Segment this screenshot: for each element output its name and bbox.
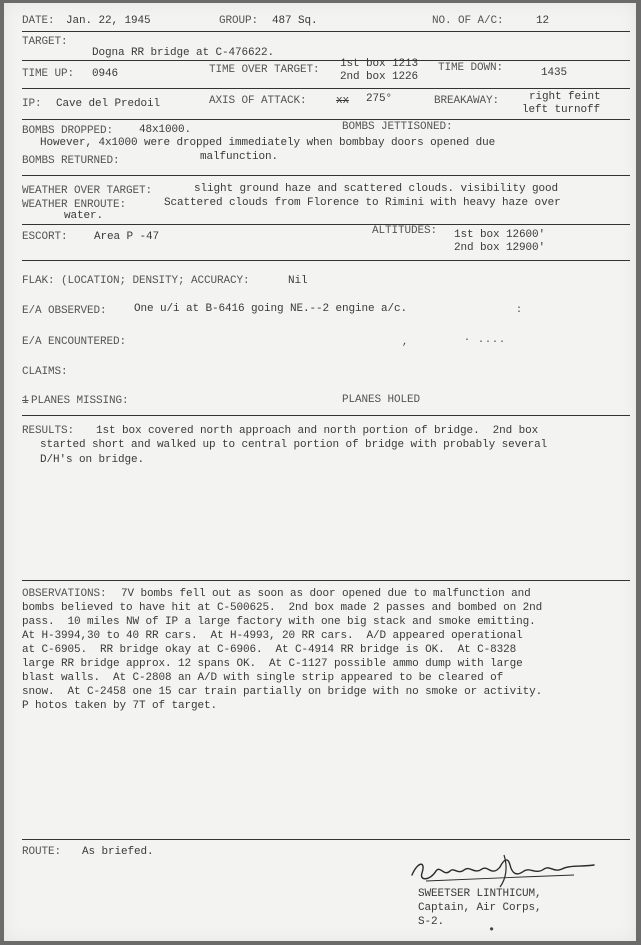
altitudes-label: ALTITUDES: [372,225,438,237]
planes-missing-label: PLANES MISSING: [31,395,129,407]
axis-of-attack-label: AXIS OF ATTACK: [209,95,307,107]
flak-value: Nil [288,275,308,287]
ip-value: Cave del Predoil [56,98,161,110]
aircraft-count-label: NO. OF A/C: [432,15,504,27]
rule [22,260,630,261]
results-line: 1st box covered north approach and north portion of bridge. 2nd box [96,425,539,437]
bombs-returned-label: BOMBS RETURNED: [22,155,120,167]
route-value: As briefed. [82,846,154,858]
ea-observed-value: One u/i at B-6416 going NE.--2 engine a/c. [134,303,408,315]
altitude-first-box: 1st box 12600' [454,229,546,241]
observations-line: blast walls. At C-2808 an A/D with single strip appeared to be cleared of [22,672,504,684]
observations-line: 7V bombs fell out as soon as door opened due to malfunction and [121,588,531,600]
observations-line: bombs believed to have hit at C-500625. 2nd box made 2 passes and bombed on 2nd [22,602,543,614]
target-value: Dogna RR bridge at C-476622. [92,47,275,59]
rule [22,60,630,61]
target-label: TARGET: [22,36,68,48]
escort-value: Area P -47 [94,231,160,243]
weather-enroute-value-2: water. [64,210,104,222]
rule [22,175,630,176]
ink-mark: · .... [464,335,507,346]
ink-mark: • [488,923,496,937]
handwritten-signature [404,851,604,891]
bombs-dropped-value: 48x1000. [139,124,192,136]
aircraft-count-value: 12 [536,15,550,27]
rule [22,224,630,225]
rule [22,415,630,416]
observations-line: large RR bridge approx. 12 spans OK. At C-1127 possible ammo dump with large [22,658,523,670]
weather-enroute-value: Scattered clouds from Florence to Rimini with heavy haze over [164,197,561,209]
bombs-jettisoned-label: BOMBS JETTISONED: [342,121,453,133]
time-down-label: TIME DOWN: [438,62,504,74]
time-up-label: TIME UP: [22,68,75,80]
observations-label: OBSERVATIONS: [22,588,107,600]
mission-report-page [4,3,636,941]
observations-line: snow. At C-2458 one 15 car train partially on bridge with no smoke or activity. [22,686,543,698]
ea-observed-label: E/A OBSERVED: [22,305,107,317]
bombs-note: However, 4x1000 were dropped immediately when bombbay doors opened due [40,137,496,149]
planes-missing-prefix: 1 [22,395,29,407]
axis-of-attack-value: 275° [366,93,393,105]
results-line: started short and walked up to central portion of bridge with probably several [40,439,548,451]
observations-line: At H-3994,30 to 40 RR cars. At H-4993, 20 RR cars. A/D appeared operational [22,630,523,642]
ink-mark: , [402,337,409,348]
axis-struck-text: xx [336,95,350,107]
rule [22,119,630,120]
ink-mark: : [516,305,523,316]
altitude-second-box: 2nd box 12900' [454,242,546,254]
group-value: 487 Sq. [272,15,318,27]
rule [22,31,630,32]
signature-name: SWEETSER LINTHICUM, [418,888,542,900]
weather-over-target-value: slight ground haze and scattered clouds. visibility good [194,183,559,195]
date-value: Jan. 22, 1945 [66,15,151,27]
ea-encountered-label: E/A ENCOUNTERED: [22,336,127,348]
observations-line: pass. 10 miles NW of IP a large factory with one big stack and smoke emitting. [22,616,536,628]
group-label: GROUP: [219,15,259,27]
rule [22,580,630,581]
claims-label: CLAIMS: [22,366,68,378]
time-over-target-label: TIME OVER TARGET: [209,64,320,76]
bombs-dropped-label: BOMBS DROPPED: [22,125,114,137]
time-up-value: 0946 [92,68,119,80]
time-over-target-second-box: 2nd box 1226 [340,71,419,83]
breakaway-line-2: left turnoff [522,104,601,116]
breakaway-line-1: right feint [529,91,601,103]
time-over-target-first-box: 1st box 1213 [340,58,419,70]
bombs-returned-value: malfunction. [200,151,279,163]
time-down-value: 1435 [541,67,568,79]
ip-label: IP: [22,98,42,110]
weather-over-target-label: WEATHER OVER TARGET: [22,185,153,197]
signature-office: S-2. [418,916,445,928]
flak-label: FLAK: (LOCATION; DENSITY; ACCURACY: [22,275,250,287]
rule [22,88,630,89]
signature-rank: Captain, Air Corps, [418,902,542,914]
planes-holed-label: PLANES HOLED [342,394,421,406]
results-label: RESULTS: [22,425,75,437]
observations-line: at C-6905. RR bridge okay at C-6906. At C-4914 RR bridge is OK. At C-8328 [22,644,517,656]
route-label: ROUTE: [22,846,62,858]
escort-label: ESCORT: [22,231,68,243]
rule [22,839,630,840]
breakaway-label: BREAKAWAY: [434,95,500,107]
weather-enroute-label: WEATHER ENROUTE: [22,199,127,211]
results-line: D/H's on bridge. [40,454,145,466]
observations-line: P hotos taken by 7T of target. [22,700,218,712]
date-label: DATE: [22,15,55,27]
